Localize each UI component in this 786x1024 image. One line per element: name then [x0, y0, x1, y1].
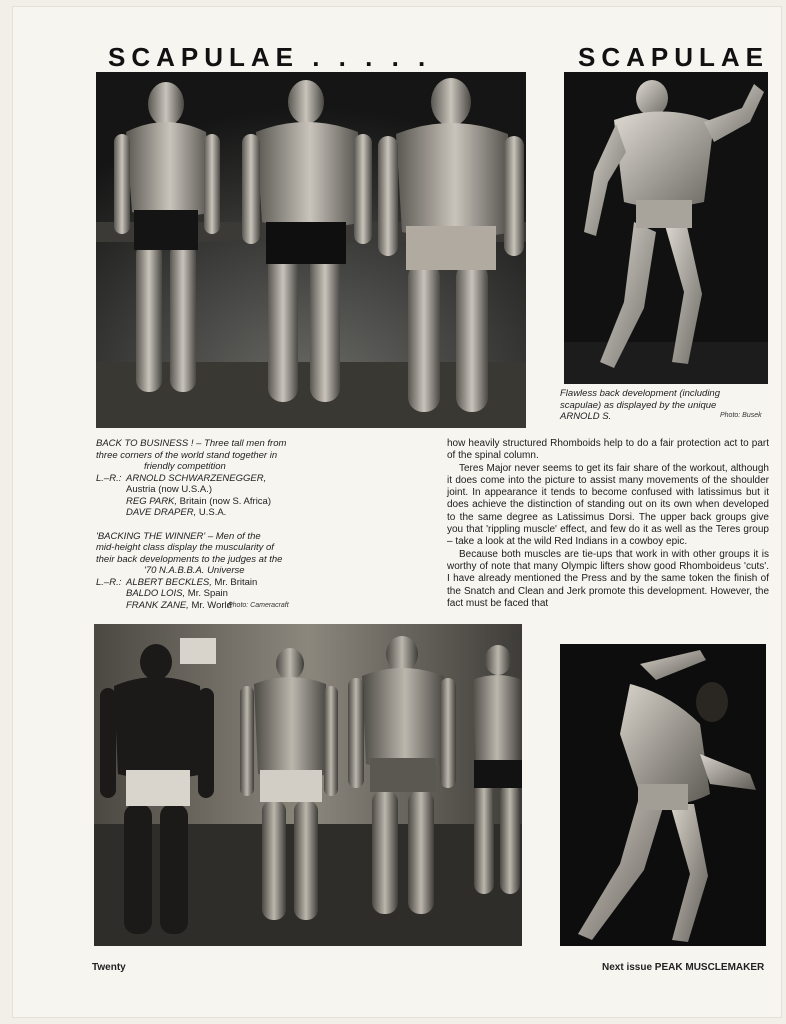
photo-credit-busek: Photo: Busek	[720, 412, 762, 419]
caption-b2-line-1: 'BACKING THE WINNER' – Men of the	[96, 530, 261, 542]
caption-b1-detail-2: Britain (now S. Africa)	[179, 495, 272, 507]
body-paragraph-3: Because both muscles are tie-ups that work in with other groups it is worthy of note that many Olympic lifters show good Rhomboideus 'cuts'. I have already mentioned the Press and by the same token the finish of the Snatch and Clean and Jerk promote this development. However, the fact must be faced that	[447, 548, 769, 609]
caption-b1-name-1: ARNOLD SCHWARZENEGGER,	[126, 472, 267, 484]
caption-b2-line-2: mid-height class display the muscularity of	[96, 542, 274, 553]
caption-arnold-line-1: Flawless back development (including	[560, 388, 720, 399]
photo-twisting-back-pose	[560, 644, 766, 946]
body-paragraph-2: Teres Major never seems to get its fair share of the workout, although it does come into the picture to assist many movements of the shoulder joint. In appearance it tends to become confused with latissimus but it does achieve the distinction of standing out on its own when developed to the same degree as Latissimus Dorsi. The upper back groups give you that 'rippling muscle' effect, and few do it as well as the Teres group – take a look at the wild Red Indians in a cowboy epic.	[447, 462, 769, 548]
caption-b1-detail-3: U.S.A.	[198, 507, 227, 518]
caption-arnold-line-3: ARNOLD S.	[560, 411, 612, 422]
caption-b1-name-2: REG PARK,	[126, 495, 178, 507]
caption-back-to-business	[96, 438, 316, 611]
caption-b1-detail-1: Austria (now U.S.A.)	[126, 484, 213, 495]
caption-b1-name-3: DAVE DRAPER,	[126, 507, 197, 518]
caption-b2-detail-1: Mr. Britain	[214, 576, 258, 588]
photo-arnold-back-pose	[564, 72, 768, 384]
caption-b1-lr: L.–R.:	[96, 472, 122, 484]
photo-three-bodybuilders	[96, 72, 526, 428]
photo-credit-cameracraft: Photo: Cameracraft	[228, 602, 289, 609]
photo-four-bodybuilders	[94, 624, 522, 946]
caption-b1-line-1: BACK TO BUSINESS ! – Three tall men from	[96, 438, 287, 449]
caption-b2-name-2: BALDO LOIS,	[126, 588, 186, 599]
heading-right: SCAPULAE	[578, 42, 770, 72]
caption-arnold-line-2: scapulae) as displayed by the unique	[560, 399, 717, 411]
caption-b2-name-3: FRANK ZANE,	[126, 599, 189, 611]
magazine-page	[12, 6, 782, 1018]
page-number: Twenty	[92, 962, 126, 973]
caption-b1-indent: friendly competition	[144, 461, 226, 472]
caption-b2-detail-2: Mr. Spain	[187, 588, 228, 599]
caption-b2-detail-3: Mr. World	[191, 599, 232, 611]
caption-b2-indent: '70 N.A.B.B.A. Universe	[144, 565, 245, 576]
caption-b1-line-2: three corners of the world stand together in	[96, 449, 278, 461]
heading-left: SCAPULAE . . . . .	[108, 42, 432, 72]
body-paragraph-1: how heavily structured Rhomboids help to do a fair protection act to part of the spinal column.	[447, 438, 769, 462]
caption-b2-lr: L.–R.:	[96, 576, 122, 588]
caption-b2-name-1: ALBERT BECKLES,	[126, 576, 212, 588]
article-body	[447, 438, 769, 610]
next-issue-note: Next issue PEAK MUSCLEMAKER	[602, 962, 765, 973]
caption-b2-line-3: their back developments to the judges at the	[96, 553, 283, 565]
